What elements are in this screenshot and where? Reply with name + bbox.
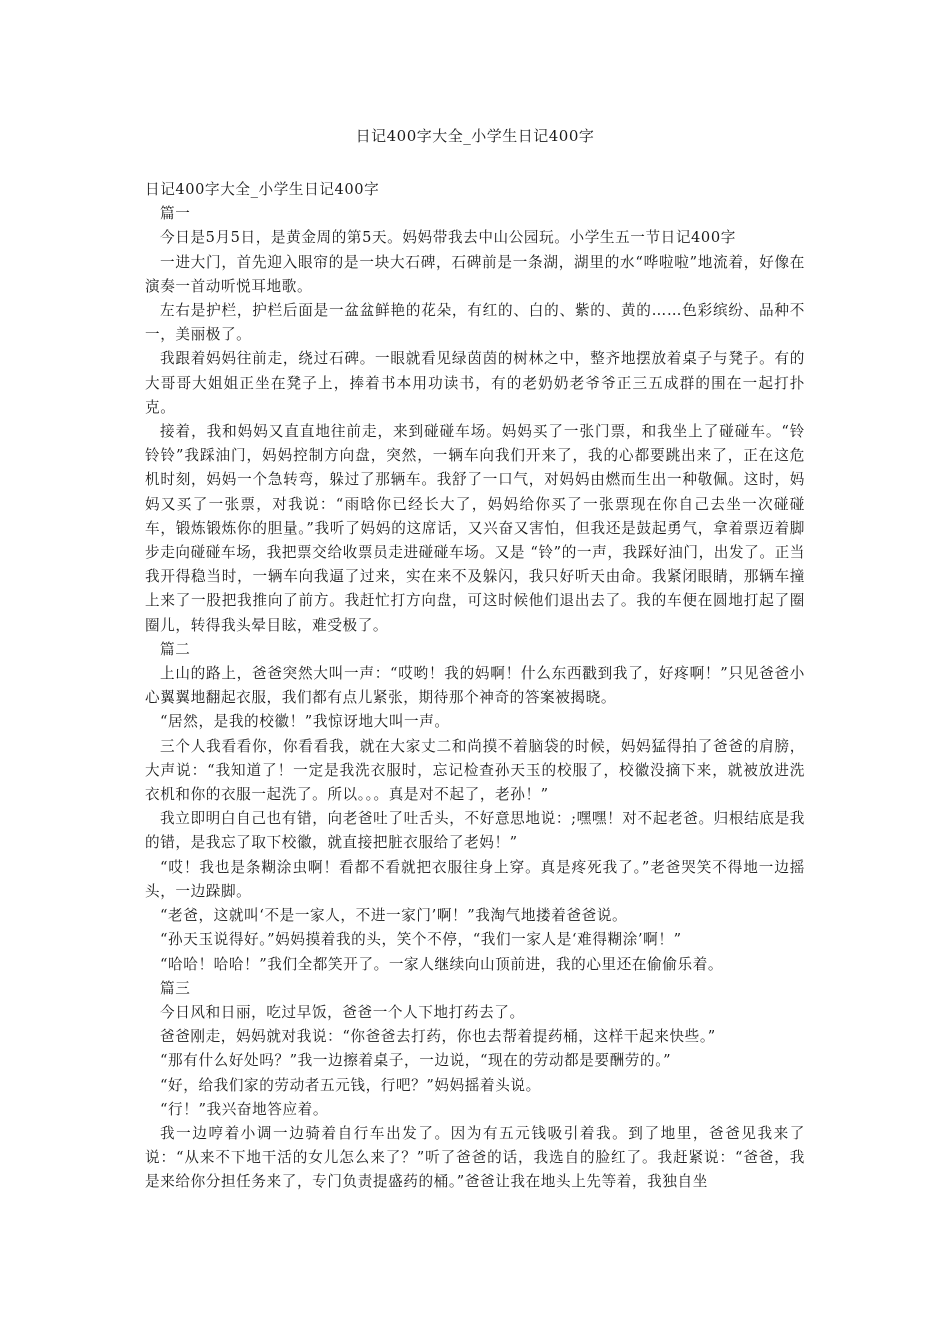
paragraph: 我一边哼着小调一边骑着自行车出发了。因为有五元钱吸引着我。到了地里，爸爸见我来了说：“从来不下地干活的女儿怎么来了？”听了爸爸的话，我选自的脸红了。我赶紧说：“爸爸，我是来给你分担任务来了，专门负责提盛药的桶。”爸爸让我在地头上先等着，我独自坐: [145, 1124, 805, 1191]
paragraph: “居然，是我的校徽！”我惊讶地大叫一声。: [160, 713, 450, 731]
paragraph: 今日是5月5日，是黄金周的第5天。妈妈带我去中山公园玩。小学生五一节日记400字: [160, 229, 736, 247]
paragraph: “行！”我兴奋地答应着。: [160, 1100, 329, 1118]
paragraph: 爸爸刚走，妈妈就对我说：“你爸爸去打药，你也去帮着提药桶，这样干起来快些。”: [160, 1028, 716, 1046]
paragraph: “那有什么好处吗？”我一边擦着桌子，一边说，“现在的劳动都是要酬劳的。”: [160, 1052, 672, 1070]
paragraph: 接着，我和妈妈又直直地往前走，来到碰碰车场。妈妈买了一张门票，和我坐上了碰碰车。“铃铃铃”我踩油门，妈妈控制方向盘，突然，一辆车向我们开来了，我的心都要跳出来了，正在这危机时刻，妈妈一个急转弯，躲过了那辆车。我舒了一口气，对妈妈由燃而生出一种敬佩。这时，妈妈又买了一张票，对我说：“雨晗你已经长大了，妈妈给你买了一张票现在你自己去坐一次碰碰车，锻炼锻炼你的胆量。”我听了妈妈的这席话，又兴奋又害怕，但我还是鼓起勇气，拿着票迈着脚步走向碰碰车场，我把票交给收票员走进碰碰车场。又是 “铃”的一声，我踩好油门，出发了。正当我开得稳当时，一辆车向我逼了过来，实在来不及躲闪，我只好听天由命。我紧闭眼睛，那辆车撞上来了一股把我推向了前方。我赶忙打方向盘，可这时候他们退出去了。我的车便在圆地打起了圈圈儿，转得我头晕目眩，难受极了。: [145, 423, 805, 634]
paragraph: 三个人我看看你，你看看我，就在大家丈二和尚摸不着脑袋的时候，妈妈猛得拍了爸爸的肩膀，大声说：“我知道了！一定是我洗衣服时，忘记检查孙天玉的校服了，校徽没摘下来，就被放进洗衣机和你的衣服一起洗了。所以。。。真是对不起了，老孙！”: [145, 737, 805, 804]
document-body: [145, 178, 805, 1195]
section-heading: 篇三: [160, 979, 191, 997]
section-heading: 篇一: [160, 205, 191, 223]
paragraph: 一进大门，首先迎入眼帘的是一块大石碑，石碑前是一条湖，湖里的水“哗啦啦”地流着，好像在演奏一首动听悦耳地歌。: [145, 253, 805, 295]
paragraph: 今日风和日丽，吃过早饭，爸爸一个人下地打药去了。: [160, 1003, 525, 1021]
paragraph: 上山的路上，爸爸突然大叫一声：“哎哟！我的妈啊！什么东西戳到我了，好疼啊！”只见爸爸小心翼翼地翻起衣服，我们都有点儿紧张，期待那个神奇的答案被揭晓。: [145, 665, 805, 707]
page-title: 日记400字大全_小学生日记400字: [355, 127, 595, 145]
paragraph: 我跟着妈妈往前走，绕过石碑。一眼就看见绿茵茵的树林之中，整齐地摆放着桌子与凳子。有的大哥哥大姐姐正坐在凳子上，捧着书本用功读书，有的老奶奶老爷爷正三五成群的围在一起打扑克。: [145, 350, 805, 416]
paragraph: “哈哈！哈哈！”我们全都笑开了。一家人继续向山顶前进，我的心里还在偷偷乐着。: [160, 955, 724, 973]
paragraph: 日记400字大全_小学生日记400字: [145, 181, 380, 198]
paragraph: 左右是护栏，护栏后面是一盆盆鲜艳的花朵，有红的、白的、紫的、黄的……色彩缤纷、品种不一，美丽极了。: [145, 302, 805, 344]
paragraph: “孙天玉说得好。”妈妈摸着我的头，笑个不停，“我们一家人是‘难得糊涂’啊！”: [160, 931, 682, 949]
paragraph: “哎！我也是条糊涂虫啊！看都不看就把衣服往身上穿。真是疼死我了。”老爸哭笑不得地一边摇头，一边跺脚。: [145, 858, 805, 900]
paragraph: “好，给我们家的劳动者五元钱，行吧？”妈妈摇着头说。: [160, 1076, 541, 1094]
section-heading: 篇二: [160, 640, 191, 658]
paragraph: 我立即明白自己也有错，向老爸吐了吐舌头，不好意思地说：;嘿嘿！对不起老爸。归根结底是我的错，是我忘了取下校徽，就直接把脏衣服给了老妈！”: [145, 810, 805, 852]
paragraph: “老爸，这就叫‘不是一家人，不进一家门’啊！”我淘气地搂着爸爸说。: [160, 907, 628, 925]
